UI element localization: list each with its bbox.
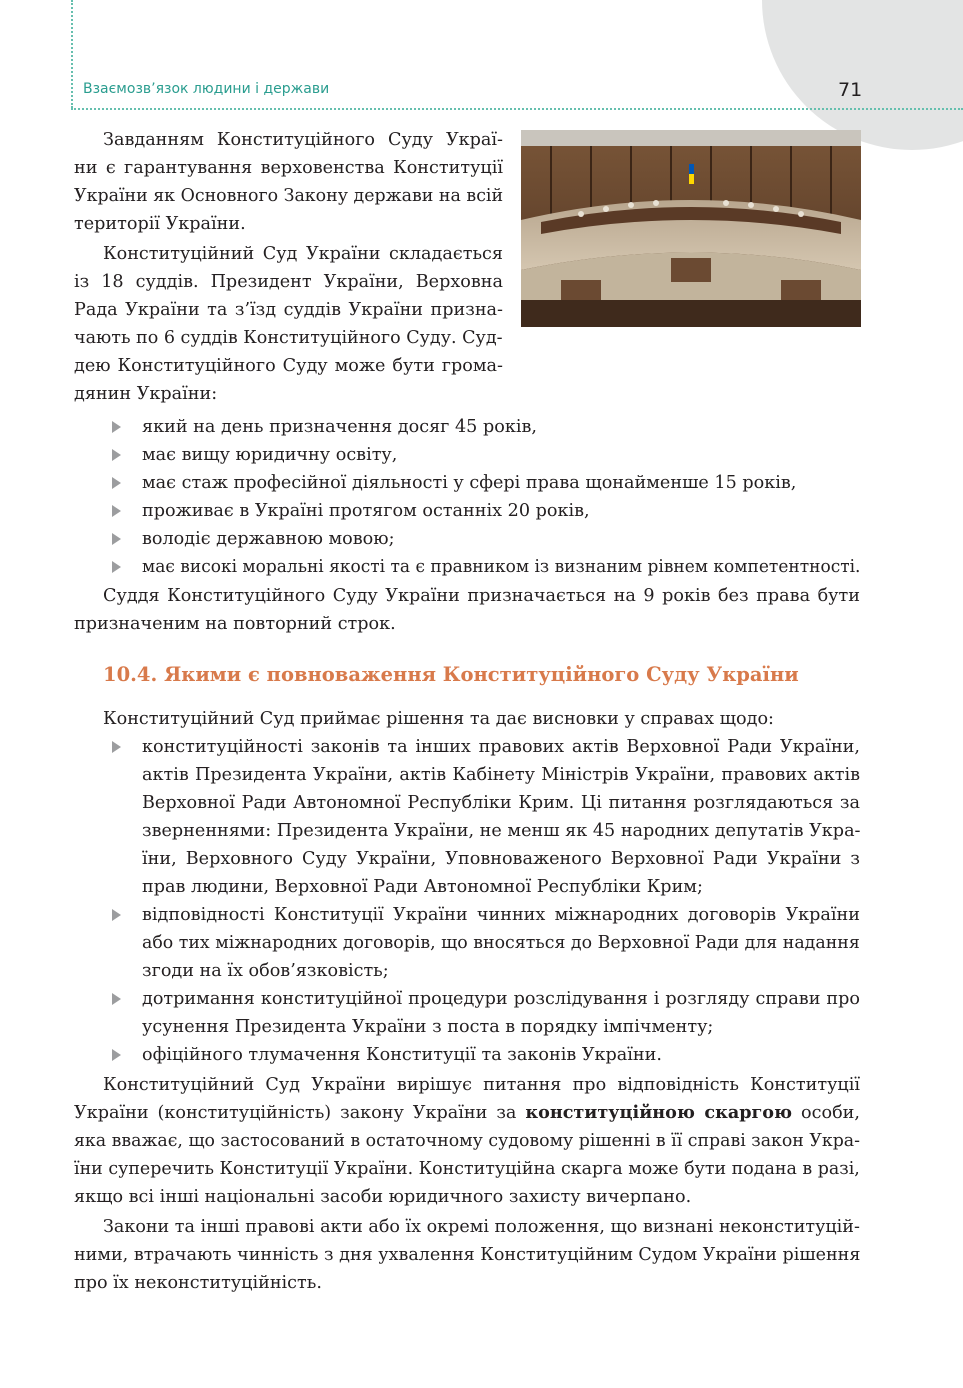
power-item-line: офіційного тлумачення Конституції та законів України. [142,1045,662,1065]
term-line: призначеним на повторний строк. [74,614,396,634]
requirement-item: має стаж професійної діяльності у сфері права щонайменше 15 років, [142,473,797,493]
margin-rule [71,0,73,108]
power-item-line: або тих міжнародних договорів, що вносяться до Верховної Ради для надання [142,933,860,953]
power-item-line: згоди на їх обов’язковість; [142,961,389,981]
requirement-item: проживає в Україні протягом останніх 20 років, [142,501,590,521]
bullet-marker [112,993,121,1005]
bullet-marker [112,421,121,433]
intro-line: Рада України та з’їзд суддів України призна- [74,300,503,320]
bullet-marker [112,1049,121,1061]
requirement-item: має вищу юридичну освіту, [142,445,398,465]
bullet-marker [112,741,121,753]
intro-line: Завданням Конституційного Суду Украї- [103,130,503,150]
bullet-marker [112,561,121,573]
power-item-line: Верховної Ради Автономної Республіки Крим. Ці питання розглядаються за [142,793,860,813]
final-line: Закони та інші правові акти або їх окремі положення, що визнані неконституцій- [103,1217,860,1237]
final-line: про їх неконституційність. [74,1273,322,1293]
power-item-line: актів Президента України, актів Кабінету Міністрів України, правових актів [142,765,860,785]
complaint-line: якщо всі інші національні засоби юридичного захисту вичерпано. [74,1187,692,1207]
power-item-line: зверненнями: Президента України, не менш як 45 народних депутатів Укра- [142,821,861,841]
intro-line: із 18 суддів. Президент України, Верховна [74,272,503,292]
bullet-marker [112,909,121,921]
bullet-marker [112,477,121,489]
term-line: Суддя Конституційного Суду України призначається на 9 років без права бути [103,586,860,606]
requirement-item: має високі моральні якості та є правником із визнаним рівнем компетентності. [142,557,861,577]
intro-line: ни є гарантування верховенства Конституції [74,158,503,178]
page-number: 71 [838,79,863,101]
power-item-line: прав людини, Верховної Ради Автономної Республіки Крим; [142,877,703,897]
flag-blue [689,164,694,174]
intro-line: дею Конституційного Суду може бути грома- [74,356,503,376]
bullet-marker [112,505,121,517]
requirement-item: володіє державною мовою; [142,529,395,549]
intro-line: чають по 6 суддів Конституційного Суду. Суд- [74,328,503,348]
power-item-line: дотримання конституційної процедури розслідування і розгляду справи про [142,989,860,1009]
final-line: ними, втрачають чинність з дня ухвалення Конституційним Судом України рішення [74,1245,861,1265]
key-term-constitutional-complaint: конституційною скаргою [525,1102,793,1123]
section-heading: 10.4. Якими є повноваження Конституційного Суду України [103,663,799,686]
complaint-text: особи, [792,1103,860,1123]
complaint-text: України (конституційність) закону України за [74,1103,526,1123]
corner-decoration [762,0,963,150]
complaint-line: яка вважає, що застосований в остаточному судовому рішенні в її справі закон Укра- [74,1131,860,1151]
running-title: Взаємозв’язок людини і держави [83,81,330,97]
complaint-line: Конституційний Суд України вирішує питання про відповідність Конституції [103,1075,860,1095]
power-item-line: їни, Верховного Суду України, Уповноваженого Верховної Ради України з [142,849,860,869]
requirement-item: який на день призначення досяг 45 років, [142,417,537,437]
power-item-line: конституційності законів та інших правових актів Верховної Ради України, [142,737,860,757]
bullet-marker [112,449,121,461]
bullet-marker [112,533,121,545]
courtroom-illustration [521,130,861,327]
header-rule [71,108,963,110]
complaint-line [74,1099,860,1127]
power-item-line: відповідності Конституції України чинних міжнародних договорів України [142,905,860,925]
intro-line: дянин України: [74,384,218,404]
intro-line: Конституційний Суд України складається [103,244,503,264]
section-lead: Конституційний Суд приймає рішення та дає висновки у справах щодо: [103,709,774,729]
power-item-line: усунення Президента України з поста в порядку імпічменту; [142,1017,714,1037]
flag-yellow [689,174,694,184]
intro-line: території України. [74,214,246,234]
intro-line: України як Основного Закону держави на всій [74,186,504,206]
courtroom-photo [521,130,861,327]
complaint-line: їни суперечить Конституції України. Конституційна скарга може бути подана в разі, [74,1159,860,1179]
